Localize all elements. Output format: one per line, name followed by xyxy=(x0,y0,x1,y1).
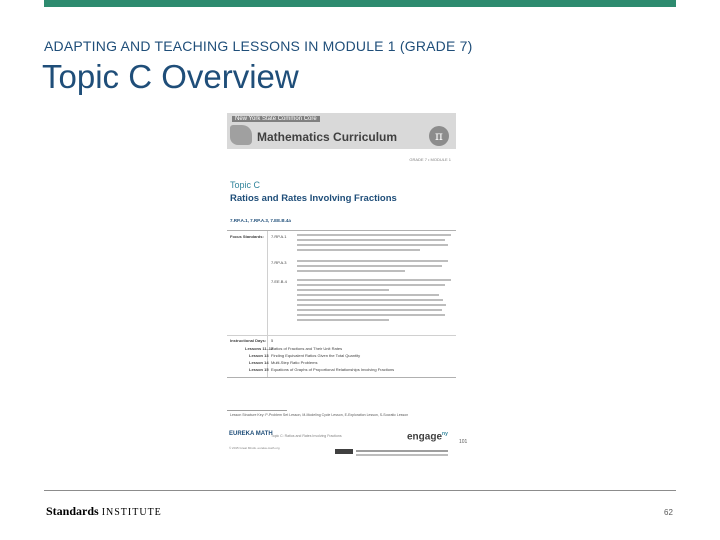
footnote-rule xyxy=(227,410,287,411)
standard-text xyxy=(297,279,451,324)
standard-code: 7.RP.A.3 xyxy=(271,260,287,265)
standard-text xyxy=(297,234,451,254)
footer-rule xyxy=(44,490,676,491)
eureka-copyright: © 2015 Great Minds. eureka-math.org xyxy=(229,446,280,450)
engageny-logo: engage$^{ny}$ xyxy=(407,431,448,443)
standards-institute-logo: Standards INSTITUTE xyxy=(46,504,162,518)
slide-number: 62 xyxy=(664,508,673,517)
top-accent-bar xyxy=(44,0,676,7)
standard-code: 7.RP.A.1 xyxy=(271,234,287,239)
lesson-title: Equations of Graphs of Proportional Relationships Involving Fractions xyxy=(271,367,395,372)
lesson-title: Multi-Step Ratio Problems xyxy=(271,360,318,365)
lesson-label: Lesson 14 xyxy=(249,360,269,365)
doc-page-number: 101 xyxy=(459,439,468,445)
eureka-math-logo: EUREKA MATH xyxy=(229,431,273,437)
license-text xyxy=(356,454,448,456)
lesson-label: Lesson 15 xyxy=(249,367,269,372)
instructional-days-value: 5 xyxy=(271,338,274,343)
doc-footer-topic: Topic C: Ratios and Rates Involving Fractions xyxy=(271,434,342,438)
pi-icon: π xyxy=(429,126,449,146)
instructional-days-label: Instructional Days: xyxy=(230,338,267,343)
slide-subtitle: ADAPTING AND TEACHING LESSONS IN MODULE 1 (GRADE 7) xyxy=(44,38,473,54)
lesson-title: Finding Equivalent Ratios Given the Total Quantity xyxy=(271,353,361,358)
table-row-divider xyxy=(227,335,456,336)
new-york-state-icon xyxy=(230,125,252,145)
banner-title: Mathematics Curriculum xyxy=(257,130,398,144)
lesson-label: Lessons 11–12 xyxy=(245,346,274,351)
license-text xyxy=(356,450,448,452)
standards-table xyxy=(227,230,456,378)
focus-standards-label: Focus Standards: xyxy=(230,234,264,239)
standard-code: 7.EE.B.4 xyxy=(271,279,287,284)
doc-standards-line: 7.RP.A.1, 7.RP.A.3, 7.EE.B.4a xyxy=(230,218,291,223)
doc-topic-title: Ratios and Rates Involving Fractions xyxy=(230,193,397,204)
standard-text xyxy=(297,260,451,275)
grade-module-tag: GRADE 7 • MODULE 1 xyxy=(409,157,451,162)
curriculum-banner xyxy=(227,113,456,149)
lesson-label: Lesson 13 xyxy=(249,353,269,358)
doc-footnote: Lesson Structure Key: P-Problem Set Lesson, M-Modeling Cycle Lesson, E-Exploration Lesson, S-Socratic Lesson xyxy=(230,413,409,417)
curriculum-page-image xyxy=(227,113,468,458)
slide-title: Topic C Overview xyxy=(42,58,299,95)
banner-state-label: New York State Common Core xyxy=(232,116,320,122)
doc-topic-label: Topic C xyxy=(230,180,261,190)
creative-commons-icon xyxy=(335,449,353,454)
lesson-title: Ratios of Fractions and Their Unit Rates xyxy=(271,346,343,351)
